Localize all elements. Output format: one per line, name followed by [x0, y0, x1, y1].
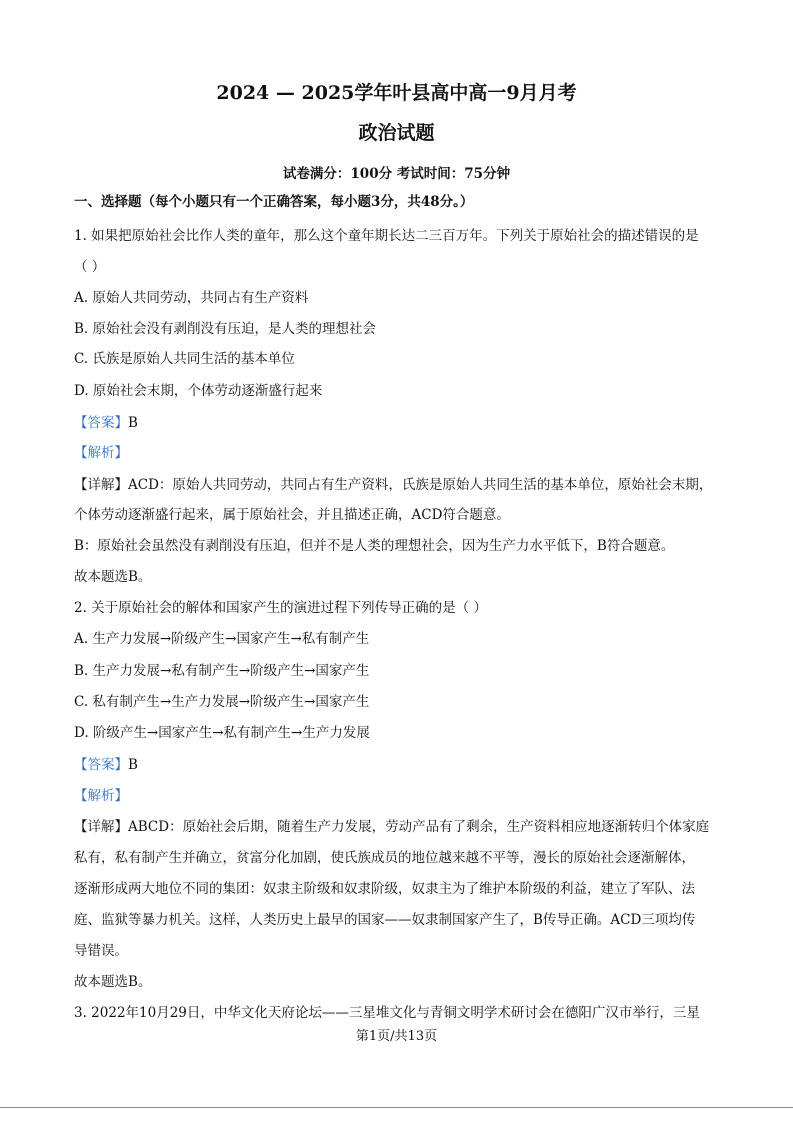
exam-info: 试卷满分：100分 考试时间：75分钟: [282, 166, 511, 182]
q2-option-b: B. 生产力发展→私有制产生→阶级产生→国家产生: [74, 663, 370, 679]
q1-answer-line: [74, 414, 138, 432]
q1-option-a: A. 原始人共同劳动，共同占有生产资料: [74, 290, 309, 306]
q1-option-c: C. 氏族是原始人共同生活的基本单位: [74, 351, 295, 367]
q1-detail-line3: B：原始社会虽然没有剥削没有压迫，但并不是人类的理想社会，因为生产力水平低下，B符合题意。: [74, 538, 675, 554]
q1-analysis-tag: 【解析】: [74, 445, 128, 461]
q2-detail-line4: 庭、监狱等暴力机关。这样，人类历史上最早的国家——奴隶制国家产生了，B传导正确。ACD三项均传: [74, 912, 696, 928]
subject-title: 政治试题: [358, 122, 435, 144]
q1-detail-tag: 【详解】: [74, 477, 128, 493]
q1-answer-value: B: [128, 415, 138, 431]
bottom-rule: [0, 1107, 793, 1108]
q1-stem-line2: （ ）: [74, 259, 106, 275]
q2-answer-value: B: [128, 757, 138, 773]
q1-option-b: B. 原始社会没有剥削没有压迫，是人类的理想社会: [74, 321, 377, 337]
q2-detail-tag: 【详解】: [74, 819, 128, 835]
q1-stem-line1: 1. 如果把原始社会比作人类的童年，那么这个童年期长达二三百万年。下列关于原始社会的描述错误的是: [74, 228, 699, 244]
q1-answer-tag: 【答案】: [74, 415, 128, 431]
q2-answer-line: [74, 756, 138, 774]
q2-option-a: A. 生产力发展→阶级产生→国家产生→私有制产生: [74, 631, 370, 647]
q2-detail-text1: ABCD：原始社会后期，随着生产力发展，劳动产品有了剩余，生产资料相应地逐渐转归个体家庭: [128, 819, 710, 835]
q1-detail-text1: ACD：原始人共同劳动，共同占有生产资料，氏族是原始人共同生活的基本单位，原始社会末期，: [128, 477, 713, 493]
q1-option-d: D. 原始社会末期，个体劳动逐渐盛行起来: [74, 383, 323, 399]
q2-detail-line6: 故本题选B。: [74, 974, 152, 990]
q2-detail-line3: 逐渐形成两大地位不同的集团：奴隶主阶级和奴隶阶级，奴隶主为了维护本阶级的利益，建立了军队、法: [74, 881, 695, 897]
q2-stem: 2. 关于原始社会的解体和国家产生的演进过程下列传导正确的是（ ）: [74, 600, 487, 616]
q2-detail-line5: 导错误。: [74, 943, 128, 959]
q1-detail-line1: [74, 476, 712, 494]
q2-analysis-tag: 【解析】: [74, 788, 128, 804]
q2-option-d: D. 阶级产生→国家产生→私有制产生→生产力发展: [74, 725, 370, 741]
page-number: 第1页/共13页: [355, 1029, 438, 1044]
q2-detail-line2: 私有，私有制产生并确立，贫富分化加剧，使氏族成员的地位越来越不平等，漫长的原始社会逐渐解体，: [74, 850, 695, 866]
exam-title: 2024 — 2025学年叶县高中高一9月月考: [216, 82, 577, 104]
q2-detail-line1: [74, 818, 709, 836]
q2-option-c: C. 私有制产生→生产力发展→阶级产生→国家产生: [74, 694, 370, 710]
q3-stem-line1: 3. 2022年10月29日，中华文化天府论坛——三星堆文化与青铜文明学术研讨会在德阳广汉市举行，三星: [74, 1005, 700, 1021]
q1-detail-line4: 故本题选B。: [74, 569, 152, 585]
q2-answer-tag: 【答案】: [74, 757, 128, 773]
q1-detail-line2: 个体劳动逐渐盛行起来，属于原始社会，并且描述正确，ACD符合题意。: [74, 507, 510, 523]
section-heading: 一、选择题（每个小题只有一个正确答案，每小题3分，共48分。）: [74, 194, 474, 210]
